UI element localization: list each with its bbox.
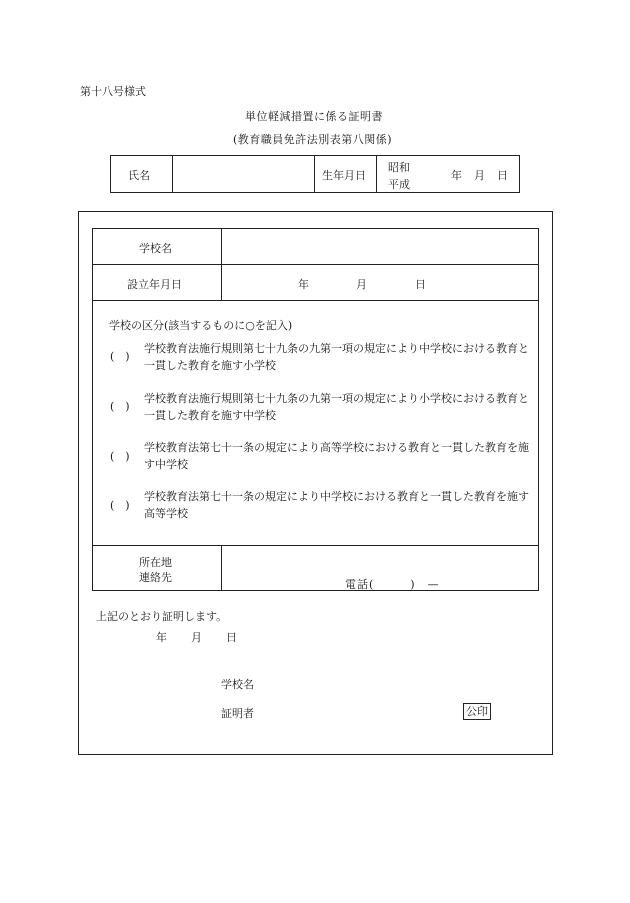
- school-name-field[interactable]: [223, 230, 537, 263]
- birthdate-label: 生年月日: [322, 169, 366, 182]
- name-label: 氏名: [128, 169, 150, 182]
- divider: [92, 300, 539, 301]
- signature-school-name-label: 学校名: [221, 678, 254, 691]
- form-number: 第十八号様式: [80, 85, 146, 98]
- era-heisei: 平成: [388, 178, 410, 191]
- address-label: 所在地: [139, 556, 172, 569]
- divider: [376, 155, 377, 193]
- school-name-label: 学校名: [139, 242, 172, 255]
- document-title: 単位軽減措置に係る証明書: [245, 110, 383, 123]
- classification-heading: 学校の区分(該当するものに○を記入): [109, 319, 293, 332]
- address-field[interactable]: [223, 547, 537, 571]
- established-day-unit: 日: [415, 278, 426, 291]
- certify-day-unit: 日: [226, 631, 237, 644]
- divider: [92, 545, 539, 546]
- birth-year-unit: 年: [451, 169, 462, 182]
- certify-month-unit: 月: [191, 631, 202, 644]
- era-showa: 昭和: [388, 161, 410, 174]
- divider: [172, 155, 173, 193]
- certify-statement: 上記のとおり証明します。: [96, 610, 228, 623]
- option-1-checkbox[interactable]: ( ): [110, 350, 130, 363]
- established-label: 設立年月日: [127, 278, 182, 291]
- option-2-text: 学校教育法施行規則第七十九条の九第一項の規定により小学校における教育と一貫した教育を施す中学校: [144, 392, 529, 422]
- certify-year-unit: 年: [156, 631, 167, 644]
- birth-day-unit: 日: [497, 169, 508, 182]
- certifier-label: 証明者: [221, 707, 254, 720]
- document-subtitle: (教育職員免許法別表第八関係): [233, 133, 393, 146]
- option-1-text: 学校教育法施行規則第七十九条の九第一項の規定により中学校における教育と一貫した教育を施す小学校: [144, 342, 529, 372]
- official-seal-box: 公印: [463, 703, 491, 720]
- birth-month-unit: 月: [474, 169, 485, 182]
- established-year-unit: 年: [298, 278, 309, 291]
- option-4-text: 学校教育法第七十一条の規定により中学校における教育と一貫した教育を施す高等学校: [144, 490, 529, 520]
- established-month-unit: 月: [356, 278, 367, 291]
- option-4-checkbox[interactable]: ( ): [110, 499, 130, 512]
- name-field[interactable]: [174, 157, 312, 191]
- contact-label: 連絡先: [139, 571, 172, 584]
- phone-line: 電話( ) —: [345, 578, 440, 591]
- divider: [221, 545, 222, 591]
- divider: [92, 264, 539, 265]
- option-3-text: 学校教育法第七十一条の規定により高等学校における教育と一貫した教育を施す中学校: [144, 441, 529, 471]
- divider: [314, 155, 315, 193]
- option-2-checkbox[interactable]: ( ): [110, 400, 130, 413]
- divider: [221, 228, 222, 300]
- option-3-checkbox[interactable]: ( ): [110, 450, 130, 463]
